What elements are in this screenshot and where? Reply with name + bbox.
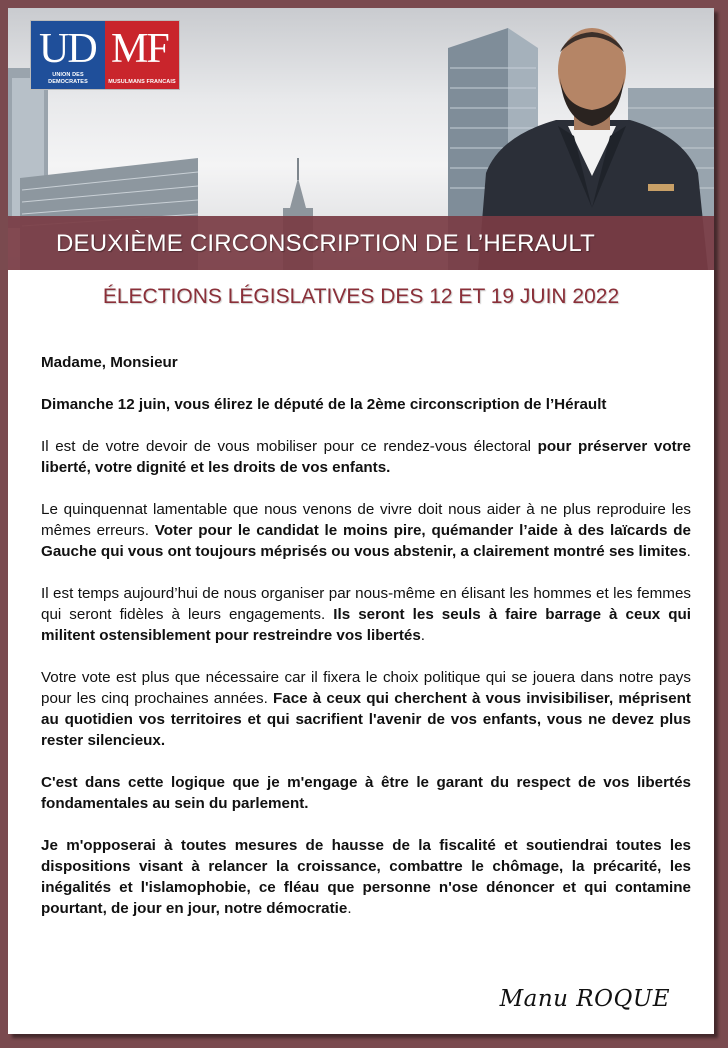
logo-ud-text: UD xyxy=(39,26,96,72)
title-band xyxy=(8,216,714,270)
paragraph-1: Dimanche 12 juin, vous élirez le député de la 2ème circonscription de l’Hérault xyxy=(41,396,607,413)
party-logo xyxy=(30,20,180,90)
election-subtitle: ÉLECTIONS LÉGISLATIVES DES 12 ET 19 JUIN 2022 xyxy=(102,285,620,308)
paragraph-4-text: Il est temps aujourd’hui de nous organiser par nous-même en élisant les hommes et les femmes qui seront fidèles à leurs engagements. xyxy=(41,585,691,623)
paragraph-4 xyxy=(41,583,691,646)
paragraph-7 xyxy=(41,835,691,919)
paragraph-3-bold: Voter pour le candidat le moins pire, quémander l’aide à des laïcards de Gauche qui vous ont toujours méprisés ou vous abstenir, a clairement montré ses limites xyxy=(41,522,691,560)
paragraph-2 xyxy=(41,436,691,478)
paragraph-7-end: . xyxy=(347,900,352,917)
constituency-title: DEUXIÈME CIRCONSCRIPTION DE L’HERAULT xyxy=(56,230,596,257)
logo-ud-caption: UNION DES DEMOCRATES xyxy=(48,72,88,85)
logo-ud-block xyxy=(31,21,105,89)
paragraph-5 xyxy=(41,667,691,751)
paragraph-7-bold: Je m'opposerai à toutes mesures de hausse de la fiscalité et soutiendrai toutes les dispositions visant à relancer la croissance, combattre le chômage, la précarité, les inégalités et l'islamophobie, ce fléau que personne n'ose dénoncer et qui contamine pourtant, de jour en jour, notre démocratie xyxy=(41,837,691,917)
logo-mf-text: MF xyxy=(111,26,168,72)
paragraph-4-end: . xyxy=(420,627,426,644)
paragraph-2-bold: pour préserver votre liberté, votre dignité et les droits de vos enfants. xyxy=(41,438,692,476)
leaflet-page xyxy=(8,8,714,1034)
logo-mf-block xyxy=(105,21,179,89)
paragraph-5-text: Votre vote est plus que nécessaire car il fixera le choix politique qui se jouera dans notre pays pour les cinq prochaines années. xyxy=(41,669,691,707)
letter-body xyxy=(41,352,691,919)
logo-mf-caption: MUSULMANS FRANCAIS xyxy=(108,79,176,85)
salutation: Madame, Monsieur xyxy=(41,354,178,371)
paragraph-2-text: Il est de votre devoir de vous mobiliser pour ce rendez-vous électoral xyxy=(41,438,538,455)
paragraph-3-end: . xyxy=(686,543,691,560)
paragraph-3-text: Le quinquennat lamentable que nous venons de vivre doit nous aider à ne plus reproduire les mêmes erreurs. xyxy=(41,501,691,539)
paragraph-3 xyxy=(41,499,691,562)
paragraph-6: C'est dans cette logique que je m'engage à être le garant du respect de vos libertés fondamentales au sein du parlement. xyxy=(41,774,691,812)
signature: Manu ROQUE xyxy=(499,986,670,1012)
header-banner xyxy=(8,8,714,270)
paragraph-5-bold: Face à ceux qui cherchent à vous invisibiliser, méprisent au quotidien vos territoires et qui sacrifient l'avenir de vos enfants, vous ne devez plus rester silencieux. xyxy=(41,690,691,749)
paragraph-4-bold: Ils seront les seuls à faire barrage à ceux qui militent ostensiblement pour restreindre vos libertés xyxy=(41,606,691,644)
